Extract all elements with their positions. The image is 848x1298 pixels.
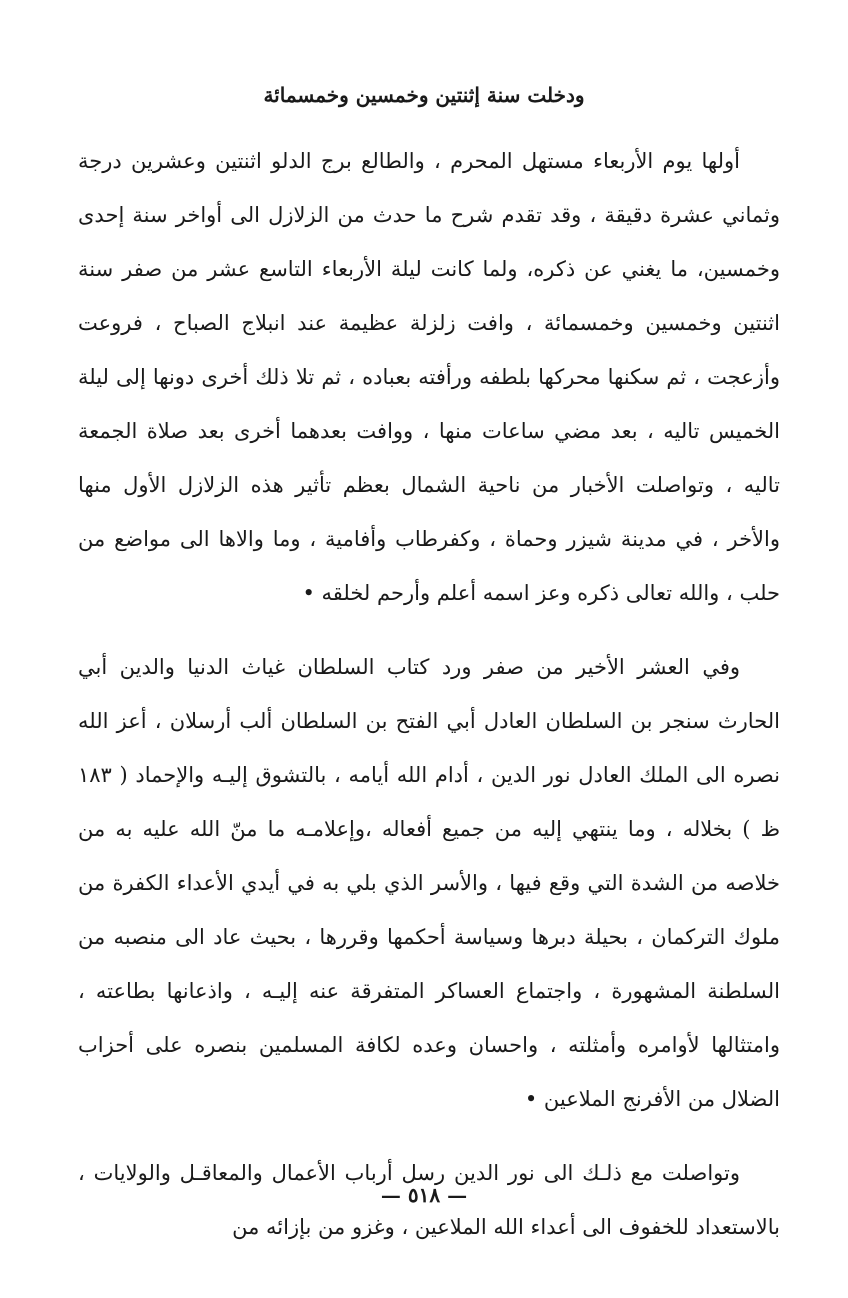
paragraph-sultan-letter: وفي العشر الأخير من صفر ورد كتاب السلطان غياث الدنيا والدين أبي الحارث سنجر بن السلطان العادل أبي الفتح بن السلطان ألب أرسلان ، أعز الله نصره الى الملك العادل نور الدين ، أدام الله أيامه ، بالتشوق إليـه والإحماد ( ١٨٣ ظ ) بخلاله ، وما ينتهي إليه من جميع أفعاله ،وإعلامـه ما منّ الله عليه به من خلاصه من الشدة التي وقع فيها ، والأسر الذي بلي به في أيدي الأعداء الكفرة من ملوك التركمان ، بحيلة دبرها وسياسة أحكمها وقررها ، بحيث عاد الى منصبه من السلطنة المشهورة ، واجتماع العساكر المتفرقة عنه إليـه ، واذعانها بطاعته ، وامتثالها لأوامره وأمثلته ، واحسان وعده لكافة المسلمين بنصره على أحزاب الضلال من الأفرنج الملاعين •	[78, 655, 780, 1111]
page-number: — ٥١٨ —	[380, 1183, 468, 1207]
body-text	[78, 134, 780, 1254]
page-title: ودخلت سنة إثنتين وخمسين وخمسمائة	[263, 83, 585, 107]
paragraph-earthquakes: أولها يوم الأربعاء مستهل المحرم ، والطالع برج الدلو اثنتين وعشرين درجة وثماني عشرة دقيقة ، وقد تقدم شرح ما حدث من الزلازل الى أواخر سنة إحدى وخمسين، ما يغني عن ذكره، ولما كانت ليلة الأربعاء التاسع عشر من صفر سنة اثنتين وخمسين وخمسمائة ، وافت زلزلة عظيمة عند انبلاج الصباح ، فروعت وأزعجت ، ثم سكنها محركها بلطفه ورأفته بعباده ، ثم تلا ذلك أخرى دونها إلى ليلة الخميس تاليه ، بعد مضي ساعات منها ، ووافت بعدهما أخرى بعد صلاة الجمعة تاليه ، وتواصلت الأخبار من ناحية الشمال بعظم تأثير هذه الزلازل الأول منها والأخر ، في مدينة شيزر وحماة ، وكفرطاب وأفامية ، وما والاها الى مواضع من حلب ، والله تعالى ذكره وعز اسمه أعلم وأرحم لخلقه •	[78, 149, 780, 605]
paragraph-envoys: وتواصلت مع ذلـك الى نور الدين رسل أرباب الأعمال والمعاقـل والولايات ، بالاستعداد للخفوف الى أعداء الله الملاعين ، وغزو من بإزائه من	[78, 1161, 780, 1239]
